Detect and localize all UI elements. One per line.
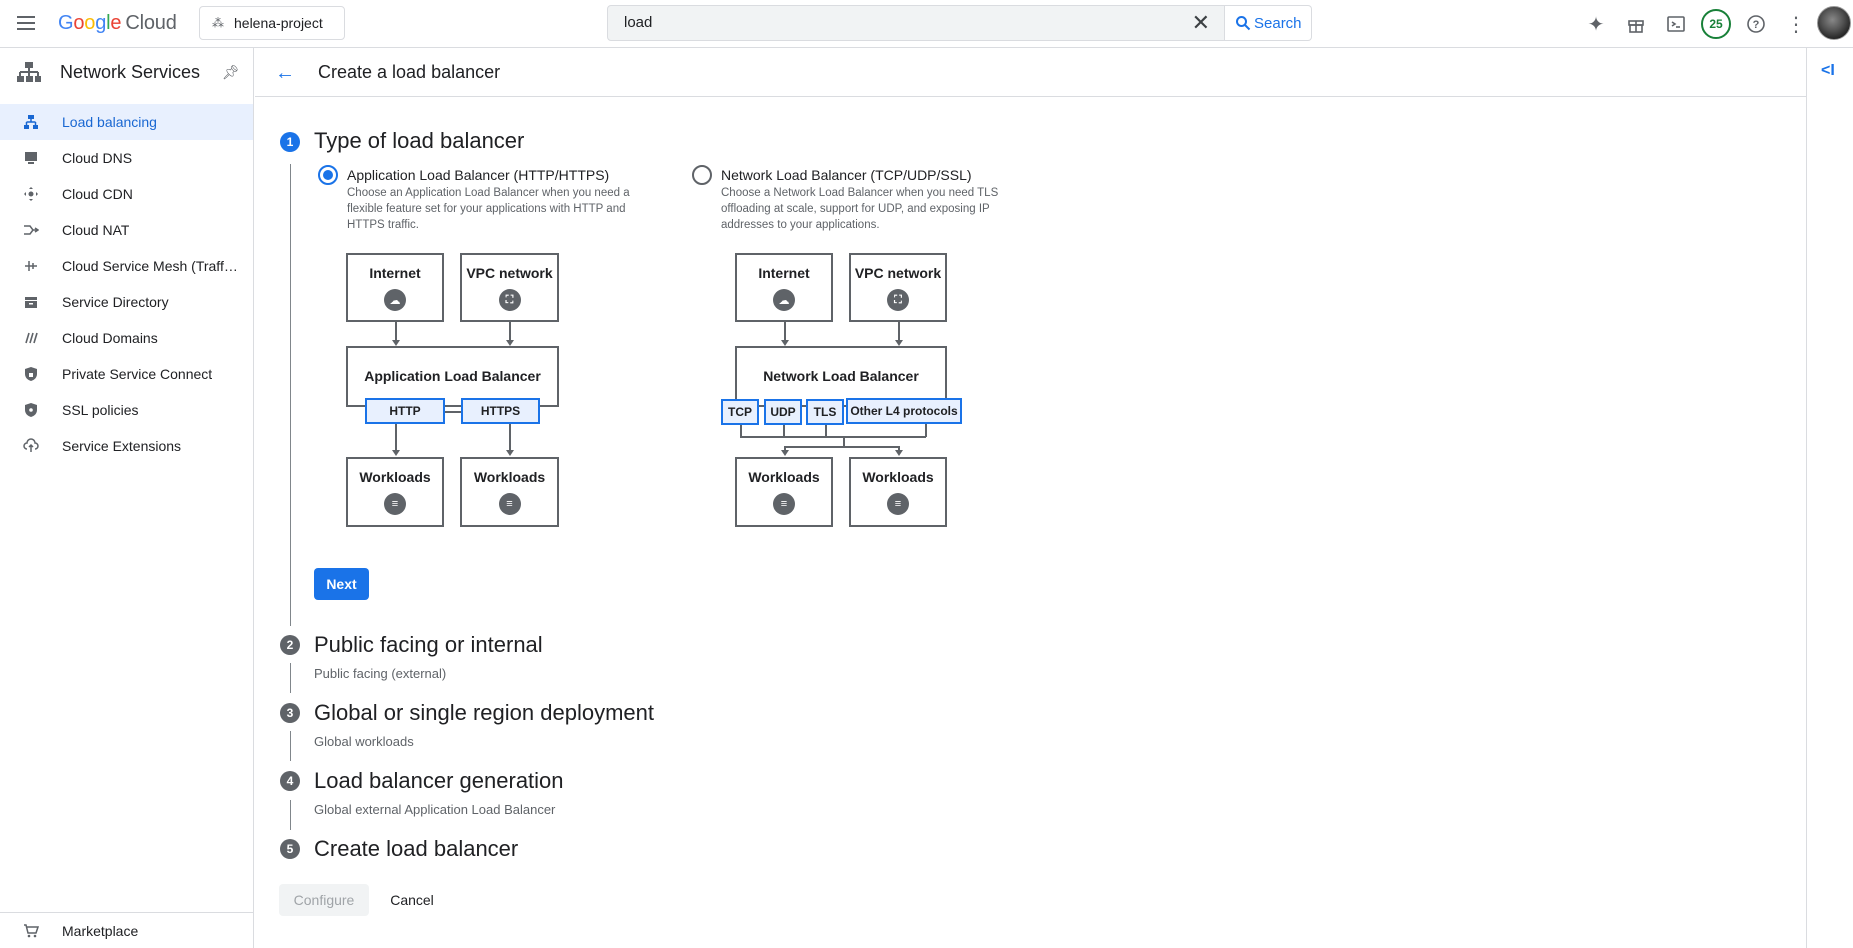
main-menu-icon[interactable] — [14, 12, 38, 36]
nlb-option-title[interactable]: Network Load Balancer (TCP/UDP/SSL) — [721, 167, 972, 183]
step-1-number: 1 — [280, 132, 300, 152]
alb-lb-box: Application Load Balancer — [346, 346, 559, 407]
alb-radio[interactable] — [318, 165, 338, 185]
search-icon — [1235, 15, 1251, 31]
top-bar — [0, 0, 1853, 48]
step-5-number: 5 — [280, 839, 300, 859]
search-button[interactable] — [1225, 5, 1312, 41]
help-icon[interactable] — [1740, 8, 1772, 40]
cloud-shell-icon[interactable] — [1660, 8, 1692, 40]
nlb-protocol-tcp: TCP — [721, 399, 759, 425]
more-options-icon[interactable]: ⋮ — [1786, 13, 1806, 36]
database-icon: ≡ — [499, 493, 521, 515]
nlb-lb-box: Network Load Balancer — [735, 346, 947, 407]
project-name: helena-project — [234, 15, 323, 31]
alb-workloads-box-1: Workloads ≡ — [346, 457, 444, 527]
dns-icon — [22, 149, 40, 167]
step-4-number: 4 — [280, 771, 300, 791]
step-2-number: 2 — [280, 635, 300, 655]
project-icon: ⁂ — [212, 16, 224, 30]
alb-option-description: Choose an Application Load Balancer when you need a flexible feature set for your applications with HTTP and HTTPS traffic. — [347, 187, 630, 231]
database-icon: ≡ — [384, 493, 406, 515]
database-icon: ≡ — [773, 493, 795, 515]
nlb-protocol-tls: TLS — [806, 399, 844, 425]
nlb-internet-box: Internet ☁ — [735, 253, 833, 322]
page-header — [255, 48, 1806, 97]
pin-icon[interactable]: 📌︎ — [222, 64, 240, 80]
vpc-network-icon: ⛶ — [499, 289, 521, 311]
alb-option-title[interactable]: Application Load Balancer (HTTP/HTTPS) — [347, 167, 610, 183]
step-4-title[interactable]: Load balancer generation — [314, 768, 564, 793]
svg-text:?: ? — [1752, 19, 1760, 31]
avatar[interactable] — [1817, 6, 1851, 40]
alb-vpc-box: VPC network ⛶ — [460, 253, 559, 322]
service-mesh-icon — [22, 257, 40, 275]
nlb-workloads-box-2: Workloads ≡ — [849, 457, 947, 527]
domains-icon — [22, 329, 40, 347]
sidebar-item-cloud-service-mesh[interactable]: Cloud Service Mesh (Traff… — [0, 248, 253, 284]
nlb-radio[interactable] — [692, 165, 712, 185]
step-5-title[interactable]: Create load balancer — [314, 836, 519, 861]
nlb-protocol-udp: UDP — [764, 399, 802, 425]
step-3-summary: Global workloads — [314, 734, 414, 749]
sidebar-item-cloud-cdn[interactable]: Cloud CDN — [0, 176, 253, 212]
sidebar-item-service-directory[interactable]: Service Directory — [0, 284, 253, 320]
right-rail — [1806, 48, 1853, 948]
sidebar-item-ssl-policies[interactable]: SSL policies — [0, 392, 253, 428]
step-connector — [290, 663, 291, 693]
search-input[interactable] — [624, 14, 1164, 31]
google-cloud-logo[interactable]: Google Cloud — [58, 12, 177, 34]
nlb-protocol-other-l4: Other L4 protocols — [846, 398, 962, 424]
network-services-icon — [16, 61, 42, 83]
sidebar-bottom — [0, 912, 253, 948]
nlb-vpc-box: VPC network ⛶ — [849, 253, 947, 322]
clear-search-icon[interactable]: ✕ — [1191, 10, 1210, 35]
sidebar-item-private-service-connect[interactable]: Private Service Connect — [0, 356, 253, 392]
sidebar-item-cloud-dns[interactable]: Cloud DNS — [0, 140, 253, 176]
sidebar-item-service-extensions[interactable]: Service Extensions — [0, 428, 253, 464]
step-connector — [290, 164, 291, 626]
step-2-title[interactable]: Public facing or internal — [314, 632, 543, 657]
step-3-title[interactable]: Global or single region deployment — [314, 700, 654, 725]
sidebar-item-marketplace[interactable]: Marketplace — [0, 913, 253, 948]
step-1-title: Type of load balancer — [314, 128, 525, 153]
expand-panel-icon[interactable]: <I — [1821, 62, 1835, 79]
next-button[interactable]: Next — [314, 568, 369, 600]
step-3-number: 3 — [280, 703, 300, 723]
nlb-workloads-box-1: Workloads ≡ — [735, 457, 833, 527]
nat-icon — [22, 221, 40, 239]
top-actions — [1580, 8, 1820, 40]
sidebar — [0, 48, 254, 948]
private-service-connect-icon — [22, 365, 40, 383]
alb-protocol-https: HTTPS — [461, 398, 540, 424]
project-picker-button[interactable] — [199, 6, 345, 40]
gemini-sparkle-icon[interactable]: ✦ — [1587, 13, 1605, 36]
marketplace-cart-icon — [22, 922, 40, 940]
search-button-label: Search — [1254, 14, 1302, 32]
back-arrow-icon[interactable]: ← — [275, 62, 295, 84]
cloud-icon: ☁ — [384, 289, 406, 311]
sidebar-header — [0, 48, 253, 96]
sidebar-item-cloud-domains[interactable]: Cloud Domains — [0, 320, 253, 356]
cloud-icon: ☁ — [773, 289, 795, 311]
step-2-summary: Public facing (external) — [314, 666, 447, 681]
nlb-option-description: Choose a Network Load Balancer when you need TLS offloading at scale, support for UDP, and exposing IP addresses to your applications. — [721, 187, 999, 231]
cdn-icon — [22, 185, 40, 203]
load-balancing-icon — [22, 113, 40, 131]
page-title: Create a load balancer — [318, 62, 501, 82]
search-box — [607, 5, 1225, 41]
alb-protocol-http: HTTP — [365, 398, 445, 424]
database-icon: ≡ — [887, 493, 909, 515]
service-extensions-icon — [22, 437, 40, 455]
alb-internet-box: Internet ☁ — [346, 253, 444, 322]
ssl-policies-icon — [22, 401, 40, 419]
sidebar-item-load-balancing[interactable]: Load balancing — [0, 104, 253, 140]
cancel-button[interactable]: Cancel — [390, 892, 434, 908]
sidebar-title: Network Services — [60, 61, 201, 82]
alb-workloads-box-2: Workloads ≡ — [460, 457, 559, 527]
sidebar-item-cloud-nat[interactable]: Cloud NAT — [0, 212, 253, 248]
service-directory-icon — [22, 293, 40, 311]
gift-icon[interactable] — [1620, 8, 1652, 40]
configure-button[interactable]: Configure — [279, 884, 369, 916]
vpc-network-icon: ⛶ — [887, 289, 909, 311]
step-4-summary: Global external Application Load Balancer — [314, 802, 556, 817]
step-connector — [290, 731, 291, 761]
step-connector — [290, 800, 291, 830]
notifications-badge[interactable]: 25 — [1700, 8, 1732, 40]
